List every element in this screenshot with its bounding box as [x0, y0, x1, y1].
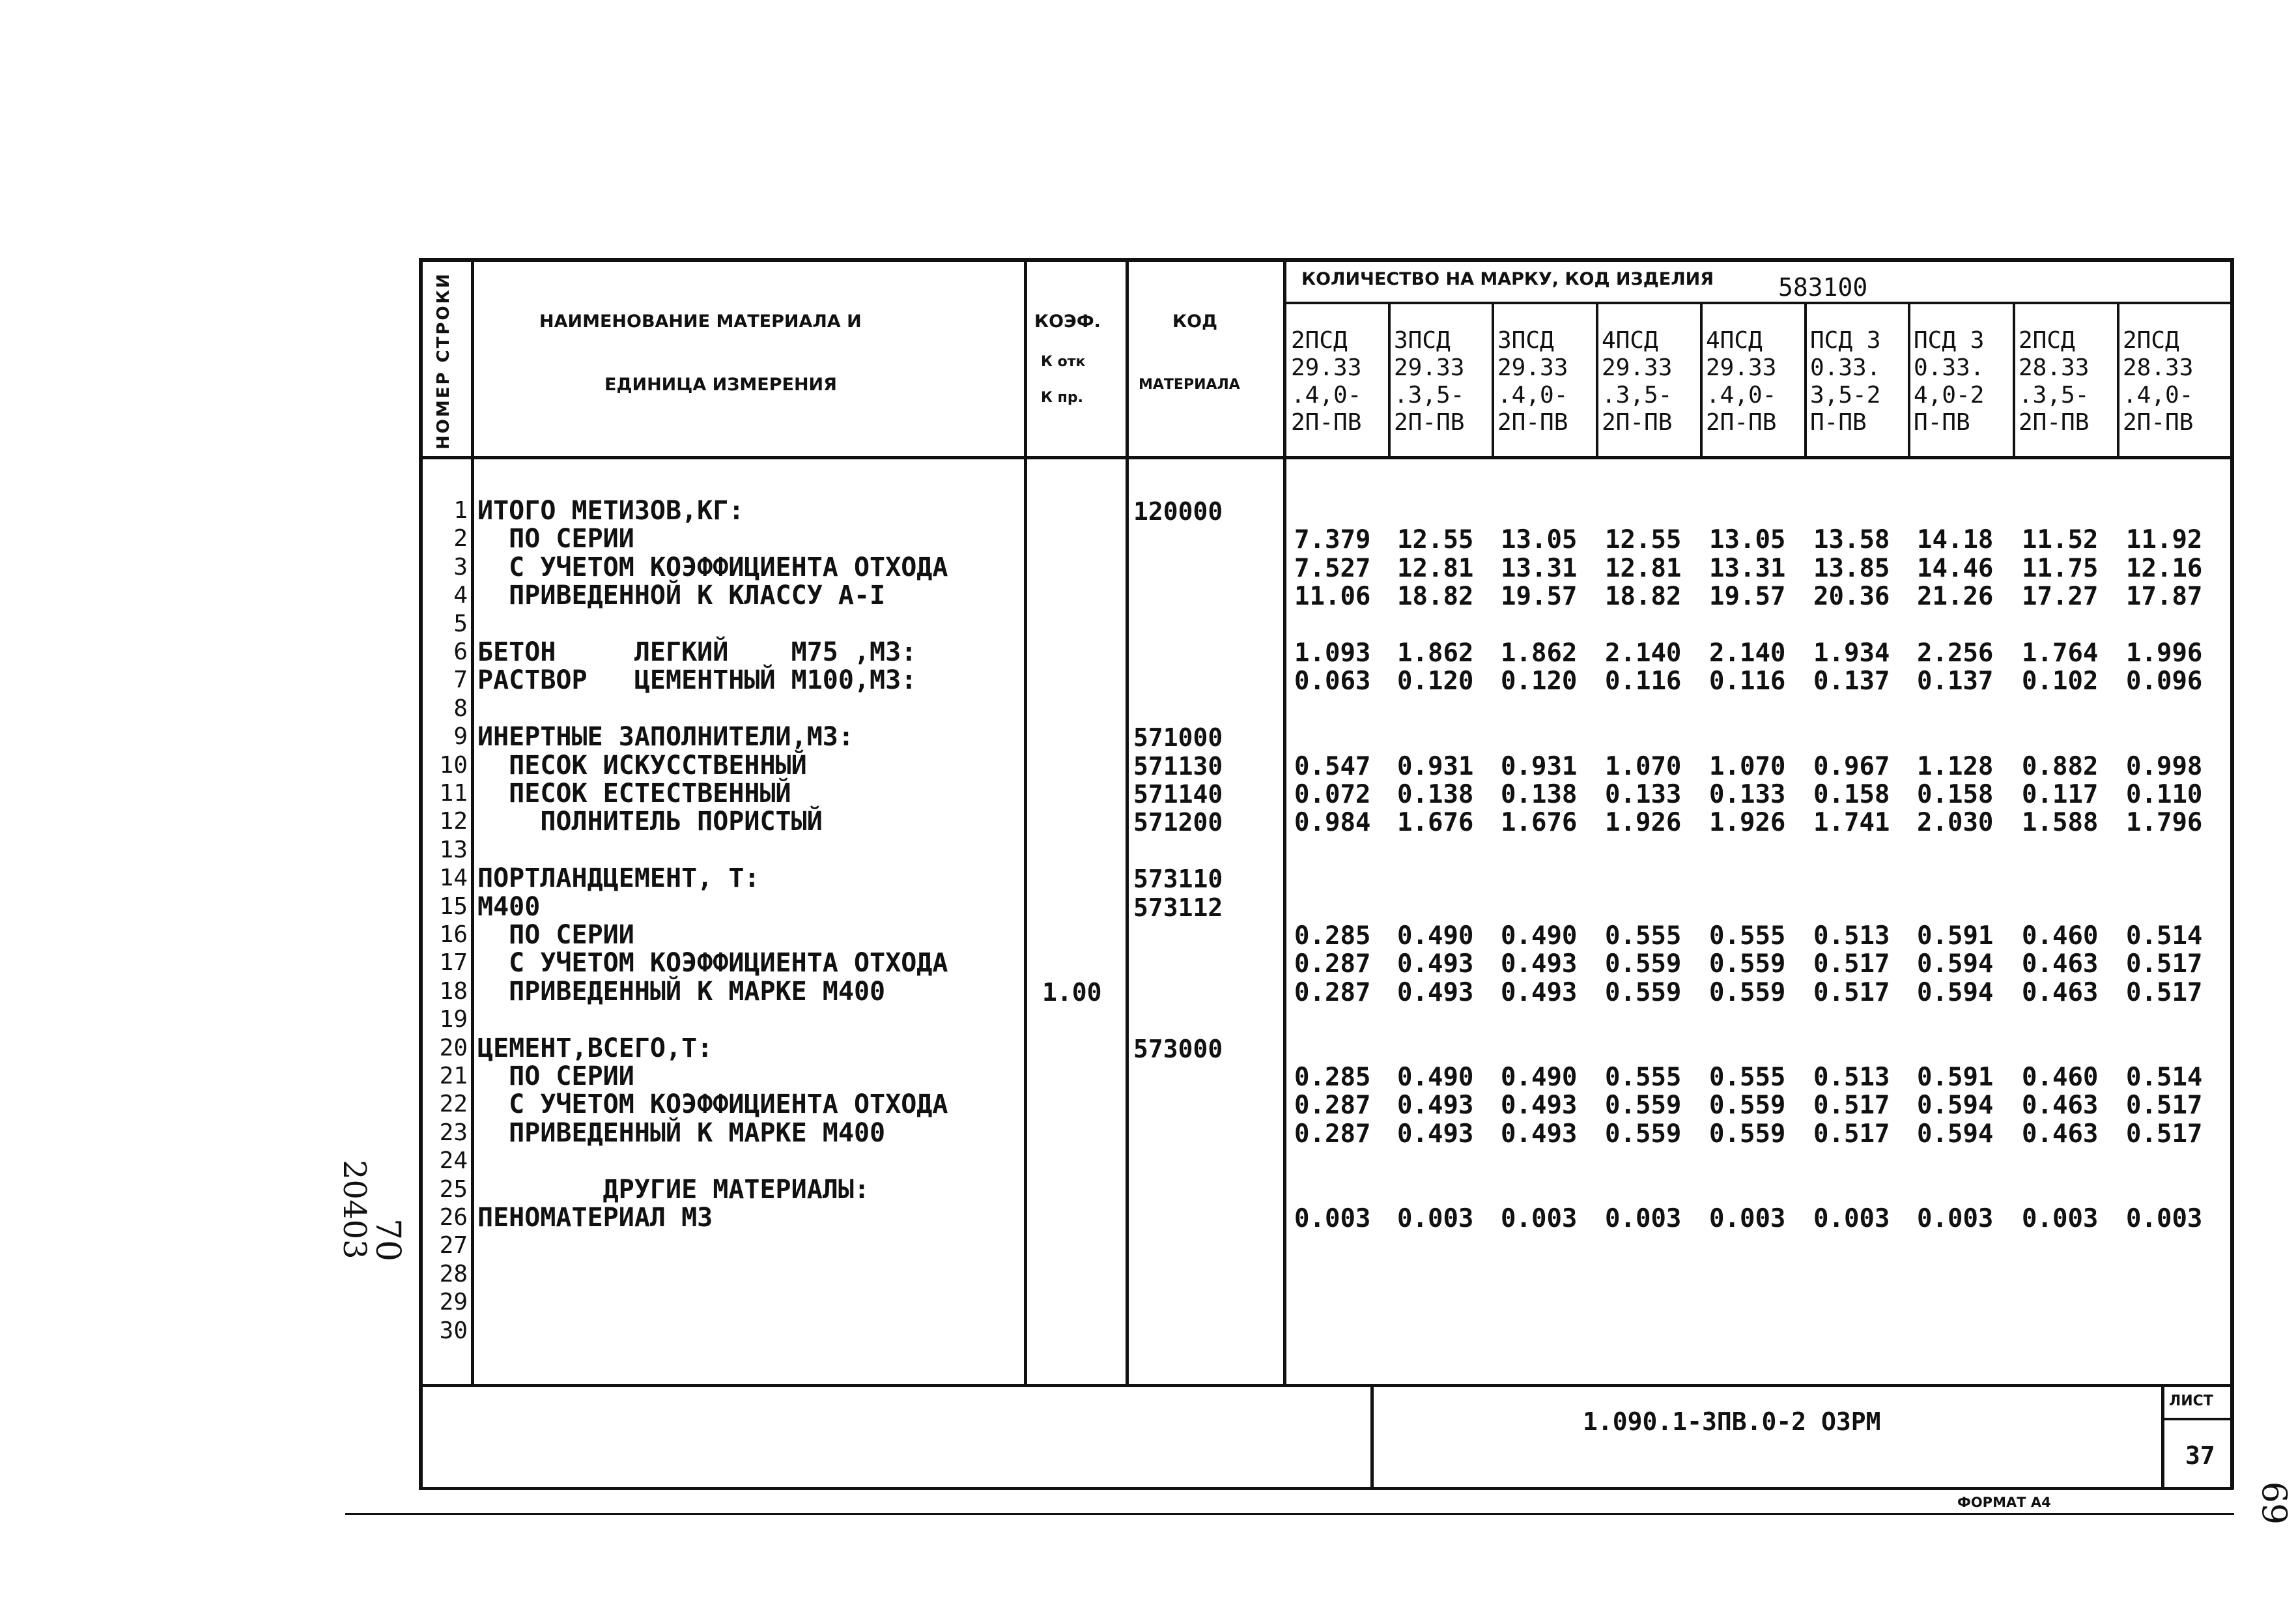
mark-header-9-line3: .4,0- [2123, 382, 2194, 409]
mark-header-8-line2: 28.33 [2019, 354, 2090, 381]
quantity-cell: 7.379 [1294, 525, 1371, 555]
quantity-cell: 17.87 [2126, 582, 2203, 612]
quantity-cell: 11.06 [1294, 582, 1371, 612]
quantity-cell: 0.967 [1813, 751, 1890, 781]
mark-header-7-line3: 4,0-2 [1914, 382, 1985, 409]
col-sep-mark-3 [1596, 302, 1598, 459]
row-number: 17 [439, 949, 468, 977]
stamp-sheet-border [2161, 1384, 2164, 1489]
quantity-cell: 0.117 [2022, 780, 2099, 809]
quantity-cell: 0.559 [1709, 1091, 1786, 1121]
row-number: 6 [453, 639, 468, 665]
mark-header-1-line2: 29.33 [1291, 354, 1362, 381]
mark-header-9-line2: 28.33 [2123, 354, 2194, 381]
mark-header-8-line4: 2П-ПВ [2019, 409, 2090, 436]
row-number: 22 [439, 1091, 468, 1118]
quantity-cell: 0.138 [1397, 780, 1474, 809]
col-sep-mark-2 [1492, 302, 1494, 459]
mark-header-9-line4: 2П-ПВ [2123, 409, 2194, 436]
quantity-cell: 0.559 [1605, 1091, 1682, 1121]
quantity-cell: 0.003 [2126, 1204, 2203, 1233]
quantity-cell: 0.998 [2126, 751, 2203, 781]
material-name: ЦЕМЕНТ,ВСЕГО,Т: [477, 1033, 713, 1063]
quantity-cell: 0.493 [1501, 949, 1578, 979]
sheet-number: 37 [2185, 1441, 2215, 1470]
quantity-cell: 0.559 [1709, 1119, 1786, 1149]
row-number: 16 [439, 921, 468, 948]
material-name-header-line2: ЕДИНИЦА ИЗМЕРЕНИЯ [604, 375, 837, 395]
row-number: 21 [439, 1063, 468, 1089]
mark-header-3-line1: 3ПСД [1497, 327, 1554, 354]
quantity-cell: 1.128 [1917, 751, 1994, 781]
material-name: С УЧЕТОМ КОЭФФИЦИЕНТА ОТХОДА [477, 1089, 948, 1120]
coef-header-line2: К отк [1041, 354, 1086, 370]
quantity-cell: 0.133 [1709, 780, 1786, 809]
left-margin-small: 70 [368, 1218, 407, 1262]
quantity-cell: 0.063 [1294, 667, 1371, 697]
quantity-cell: 0.493 [1397, 949, 1474, 979]
mark-header-5-line2: 29.33 [1706, 354, 1777, 381]
quantity-cell: 0.490 [1397, 1063, 1474, 1092]
quantity-cell: 1.676 [1501, 808, 1578, 838]
row-number: 11 [439, 780, 468, 807]
row-number: 19 [439, 1006, 468, 1033]
quantity-cell: 0.517 [2126, 1091, 2203, 1121]
quantity-cell: 0.517 [2126, 977, 2203, 1007]
quantity-sub-line [1284, 302, 2233, 304]
quantity-cell: 0.493 [1501, 1091, 1578, 1121]
quantity-cell: 11.52 [2022, 525, 2099, 555]
row-number: 2 [453, 525, 468, 553]
quantity-cell: 0.594 [1917, 1091, 1994, 1121]
quantity-cell: 1.676 [1397, 808, 1474, 838]
quantity-cell: 0.287 [1294, 1119, 1371, 1149]
row-number: 24 [439, 1147, 468, 1175]
row-number: 10 [439, 751, 468, 779]
quantity-cell: 12.55 [1397, 525, 1474, 555]
sheet-label: ЛИСТ [2169, 1393, 2213, 1409]
material-name-header-line1: НАИМЕНОВАНИЕ МАТЕРИАЛА И [539, 311, 862, 332]
row-number: 9 [453, 723, 468, 751]
quantity-cell: 0.116 [1605, 667, 1682, 697]
row-number: 28 [439, 1260, 468, 1287]
material-code: 573112 [1133, 893, 1223, 922]
mark-header-7-line2: 0.33. [1914, 354, 1985, 381]
quantity-cell: 12.16 [2126, 553, 2203, 583]
quantity-cell: 0.513 [1813, 1063, 1890, 1092]
material-name: РАСТВОР ЦЕМЕНТНЫЙ М100,М3: [477, 665, 917, 696]
mark-header-4-line2: 29.33 [1602, 354, 1673, 381]
mark-header-7-line1: ПСД 3 [1914, 327, 1985, 354]
row-number: 5 [453, 610, 468, 637]
quantity-cell: 1.926 [1709, 808, 1786, 838]
quantity-cell: 0.072 [1294, 780, 1371, 809]
quantity-cell: 1.070 [1709, 751, 1786, 781]
material-code: 120000 [1133, 497, 1223, 526]
row-number: 4 [453, 582, 468, 609]
quantity-cell: 1.764 [2022, 639, 2099, 668]
quantity-cell: 0.514 [2126, 1063, 2203, 1092]
row-number: 7 [453, 667, 468, 694]
quantity-cell: 0.555 [1605, 1063, 1682, 1092]
quantity-cell: 13.31 [1501, 553, 1578, 583]
quantity-cell: 13.58 [1813, 525, 1890, 555]
coef-header-line1: КОЭФ. [1034, 311, 1101, 332]
row-number: 8 [453, 695, 468, 722]
row-number: 23 [439, 1119, 468, 1146]
quantity-cell: 0.490 [1397, 921, 1474, 951]
quantity-cell: 0.984 [1294, 808, 1371, 838]
mark-header-1-line4: 2П-ПВ [1291, 409, 1362, 436]
quantity-cell: 0.517 [1813, 1119, 1890, 1149]
quantity-cell: 20.36 [1813, 582, 1890, 612]
quantity-cell: 2.140 [1709, 639, 1786, 668]
quantity-cell: 13.85 [1813, 553, 1890, 583]
mark-header-7-line4: П-ПВ [1914, 409, 1970, 436]
quantity-cell: 0.460 [2022, 1063, 2099, 1092]
quantity-cell: 0.285 [1294, 1063, 1371, 1092]
quantity-cell: 0.003 [1397, 1204, 1474, 1233]
col-sep-name [1024, 258, 1027, 1386]
scan-bottom-line [345, 1513, 2234, 1515]
material-name: ДРУГИЕ МАТЕРИАЛЫ: [477, 1174, 870, 1205]
quantity-cell: 12.81 [1397, 553, 1474, 583]
quantity-cell: 18.82 [1397, 582, 1474, 612]
quantity-cell: 0.517 [2126, 1119, 2203, 1149]
quantity-cell: 0.463 [2022, 949, 2099, 979]
quantity-cell: 1.862 [1397, 639, 1474, 668]
mark-header-2-line2: 29.33 [1394, 354, 1465, 381]
quantity-cell: 0.120 [1397, 667, 1474, 697]
mark-header-4-line3: .3,5- [1602, 382, 1673, 409]
quantity-cell: 0.559 [1709, 949, 1786, 979]
row-number: 3 [453, 553, 468, 581]
col-sep-coef [1126, 258, 1129, 1386]
table-bottom [419, 1384, 2233, 1387]
frame-right [2230, 258, 2234, 1489]
mark-header-6-line4: П-ПВ [1810, 409, 1867, 436]
quantity-cell: 1.588 [2022, 808, 2099, 838]
mark-header-8-line3: .3,5- [2019, 382, 2090, 409]
quantity-cell: 0.493 [1397, 1091, 1474, 1121]
quantity-cell: 0.158 [1813, 780, 1890, 809]
code-header-line1: КОД [1172, 311, 1218, 332]
col-sep-mark-7 [2013, 302, 2015, 459]
quantity-cell: 2.030 [1917, 808, 1994, 838]
material-name: ПОРТЛАНДЦЕМЕНТ, Т: [477, 863, 760, 894]
col-sep-mark-8 [2117, 302, 2119, 459]
mark-header-5-line3: .4,0- [1706, 382, 1777, 409]
quantity-cell: 0.287 [1294, 1091, 1371, 1121]
header-bottom [419, 456, 2233, 459]
quantity-cell: 17.27 [2022, 582, 2099, 612]
row-number: 26 [439, 1204, 468, 1231]
quantity-cell: 14.46 [1917, 553, 1994, 583]
quantity-cell: 0.003 [1709, 1204, 1786, 1233]
row-number: 12 [439, 808, 468, 835]
quantity-cell: 0.133 [1605, 780, 1682, 809]
mark-header-6-line3: 3,5-2 [1810, 382, 1881, 409]
quantity-cell: 0.517 [1813, 977, 1890, 1007]
product-code: 583100 [1778, 273, 1868, 302]
quantity-cell: 13.31 [1709, 553, 1786, 583]
material-name: ПО СЕРИИ [477, 920, 634, 950]
mark-header-6-line2: 0.33. [1810, 354, 1881, 381]
quantity-cell: 0.003 [1813, 1204, 1890, 1233]
quantity-cell: 0.559 [1605, 977, 1682, 1007]
material-code: 573110 [1133, 865, 1223, 894]
quantity-cell: 0.287 [1294, 977, 1371, 1007]
material-name: ПРИВЕДЕННЫЙ К МАРКЕ М400 [477, 976, 886, 1007]
quantity-cell: 0.137 [1813, 667, 1890, 697]
coef-header-line3: К пр. [1041, 390, 1083, 406]
quantity-cell: 1.862 [1501, 639, 1578, 668]
quantity-cell: 7.527 [1294, 553, 1371, 583]
right-margin-number: 69 [2257, 1481, 2296, 1525]
quantity-cell: 0.463 [2022, 1119, 2099, 1149]
col-sep-mark-1 [1388, 302, 1391, 459]
mark-header-2-line4: 2П-ПВ [1394, 409, 1465, 436]
material-code: 571200 [1133, 808, 1223, 837]
stamp-left-border [1370, 1384, 1374, 1489]
col-sep-code [1283, 258, 1286, 1386]
col-sep-rownum [471, 258, 474, 1386]
quantity-cell: 19.57 [1709, 582, 1786, 612]
mark-header-4-line1: 4ПСД [1602, 327, 1658, 354]
quantity-cell: 13.05 [1709, 525, 1786, 555]
row-number: 20 [439, 1034, 468, 1061]
quantity-cell: 0.490 [1501, 1063, 1578, 1092]
material-name: ПЕНОМАТЕРИАЛ М3 [477, 1203, 713, 1233]
quantity-cell: 0.493 [1397, 1119, 1474, 1149]
quantity-cell: 0.158 [1917, 780, 1994, 809]
left-margin-number: 20403 [336, 1160, 373, 1259]
quantity-cell: 0.120 [1501, 667, 1578, 697]
mark-header-3-line2: 29.33 [1497, 354, 1568, 381]
mark-header-5-line1: 4ПСД [1706, 327, 1763, 354]
quantity-cell: 0.137 [1917, 667, 1994, 697]
quantity-cell: 1.741 [1813, 808, 1890, 838]
row-number: 1 [453, 497, 468, 524]
quantity-cell: 0.513 [1813, 921, 1890, 951]
quantity-cell: 14.18 [1917, 525, 1994, 555]
frame-bottom [419, 1487, 2233, 1490]
quantity-cell: 0.463 [2022, 977, 2099, 1007]
quantity-cell: 0.493 [1501, 1119, 1578, 1149]
material-name: ПРИВЕДЕННОЙ К КЛАССУ А-I [477, 581, 886, 611]
quantity-cell: 1.934 [1813, 639, 1890, 668]
quantity-cell: 0.003 [1294, 1204, 1371, 1233]
quantity-cell: 0.559 [1605, 1119, 1682, 1149]
quantity-cell: 13.05 [1501, 525, 1578, 555]
quantity-cell: 2.140 [1605, 639, 1682, 668]
row-number: 30 [439, 1317, 468, 1344]
quantity-cell: 0.003 [1501, 1204, 1578, 1233]
quantity-cell: 0.517 [2126, 949, 2203, 979]
quantity-cell: 0.003 [1605, 1204, 1682, 1233]
quantity-cell: 0.555 [1605, 921, 1682, 951]
material-name: ПО СЕРИИ [477, 524, 634, 554]
col-sep-mark-5 [1804, 302, 1807, 459]
mark-header-1-line1: 2ПСД [1291, 327, 1348, 354]
material-code: 571130 [1133, 751, 1223, 781]
quantity-cell: 0.287 [1294, 949, 1371, 979]
col-sep-mark-4 [1700, 302, 1703, 459]
quantity-cell: 0.594 [1917, 977, 1994, 1007]
quantity-cell: 0.555 [1709, 921, 1786, 951]
frame-left [419, 258, 423, 1489]
row-number: 29 [439, 1289, 468, 1316]
quantity-cell: 18.82 [1605, 582, 1682, 612]
material-name: ПЕСОК ЕСТЕСТВЕННЫЙ [477, 779, 791, 809]
quantity-cell: 0.285 [1294, 921, 1371, 951]
quantity-cell: 12.55 [1605, 525, 1682, 555]
material-name: ПРИВЕДЕННЫЙ К МАРКЕ М400 [477, 1117, 886, 1148]
quantity-cell: 0.116 [1709, 667, 1786, 697]
quantity-cell: 0.559 [1605, 949, 1682, 979]
document-code: 1.090.1-3ПВ.0-2 ОЗРМ [1583, 1407, 1881, 1436]
quantity-cell: 1.996 [2126, 639, 2203, 668]
quantity-header: КОЛИЧЕСТВО НА МАРКУ, КОД ИЗДЕЛИЯ [1301, 269, 1714, 289]
mark-header-5-line4: 2П-ПВ [1706, 409, 1777, 436]
mark-header-2-line3: .3,5- [1394, 382, 1465, 409]
material-code: 571140 [1133, 780, 1223, 809]
coefficient-value: 1.00 [1042, 977, 1102, 1007]
material-name: М400 [477, 891, 541, 922]
quantity-cell: 1.796 [2126, 808, 2203, 838]
row-number-header: НОМЕР СТРОКИ [434, 272, 453, 450]
material-name: ИТОГО МЕТИЗОВ,КГ: [477, 496, 744, 526]
row-number: 14 [439, 865, 468, 892]
quantity-cell: 0.490 [1501, 921, 1578, 951]
quantity-cell: 0.514 [2126, 921, 2203, 951]
quantity-cell: 0.096 [2126, 667, 2203, 697]
row-number: 18 [439, 977, 468, 1005]
code-header-line2: МАТЕРИАЛА [1139, 377, 1240, 393]
material-name: ИНЕРТНЫЕ ЗАПОЛНИТЕЛИ,М3: [477, 722, 854, 753]
mark-header-9-line1: 2ПСД [2123, 327, 2179, 354]
row-number: 27 [439, 1232, 468, 1259]
quantity-cell: 21.26 [1917, 582, 1994, 612]
material-name: ПОЛНИТЕЛЬ ПОРИСТЫЙ [477, 807, 823, 837]
quantity-cell: 0.110 [2126, 780, 2203, 809]
material-name: С УЧЕТОМ КОЭФФИЦИЕНТА ОТХОДА [477, 552, 948, 582]
material-name: БЕТОН ЛЕГКИЙ М75 ,М3: [477, 637, 917, 667]
mark-header-8-line1: 2ПСД [2019, 327, 2075, 354]
quantity-cell: 0.460 [2022, 921, 2099, 951]
mark-header-3-line4: 2П-ПВ [1497, 409, 1568, 436]
quantity-cell: 0.493 [1501, 977, 1578, 1007]
quantity-cell: 11.75 [2022, 553, 2099, 583]
quantity-cell: 2.256 [1917, 639, 1994, 668]
mark-header-4-line4: 2П-ПВ [1602, 409, 1673, 436]
quantity-cell: 0.517 [1813, 949, 1890, 979]
material-name: ПЕСОК ИСКУССТВЕННЫЙ [477, 750, 807, 781]
quantity-cell: 0.559 [1709, 977, 1786, 1007]
col-sep-mark-6 [1908, 302, 1910, 459]
stamp-sheet-divider [2161, 1418, 2233, 1420]
quantity-cell: 0.138 [1501, 780, 1578, 809]
quantity-cell: 0.555 [1709, 1063, 1786, 1092]
quantity-cell: 0.102 [2022, 667, 2099, 697]
material-code: 573000 [1133, 1034, 1223, 1063]
quantity-cell: 0.517 [1813, 1091, 1890, 1121]
quantity-cell: 1.926 [1605, 808, 1682, 838]
format-label: ФОРМАТ А4 [1957, 1495, 2051, 1510]
mark-header-3-line3: .4,0- [1497, 382, 1568, 409]
material-name: ПО СЕРИИ [477, 1061, 634, 1091]
row-number: 15 [439, 893, 468, 920]
row-number: 25 [439, 1175, 468, 1203]
quantity-cell: 1.093 [1294, 639, 1371, 668]
frame-top [419, 258, 2233, 262]
quantity-cell: 0.591 [1917, 921, 1994, 951]
quantity-cell: 12.81 [1605, 553, 1682, 583]
quantity-cell: 19.57 [1501, 582, 1578, 612]
quantity-cell: 0.493 [1397, 977, 1474, 1007]
quantity-cell: 0.931 [1501, 751, 1578, 781]
quantity-cell: 0.882 [2022, 751, 2099, 781]
quantity-cell: 0.931 [1397, 751, 1474, 781]
quantity-cell: 1.070 [1605, 751, 1682, 781]
mark-header-2-line1: 3ПСД [1394, 327, 1451, 354]
quantity-cell: 0.463 [2022, 1091, 2099, 1121]
material-name: С УЧЕТОМ КОЭФФИЦИЕНТА ОТХОДА [477, 948, 948, 979]
quantity-cell: 11.92 [2126, 525, 2203, 555]
quantity-cell: 0.547 [1294, 751, 1371, 781]
quantity-cell: 0.003 [1917, 1204, 1994, 1233]
quantity-cell: 0.591 [1917, 1063, 1994, 1092]
material-code: 571000 [1133, 723, 1223, 753]
quantity-cell: 0.003 [2022, 1204, 2099, 1233]
row-number: 13 [439, 836, 468, 863]
quantity-cell: 0.594 [1917, 1119, 1994, 1149]
mark-header-6-line1: ПСД 3 [1810, 327, 1881, 354]
quantity-cell: 0.594 [1917, 949, 1994, 979]
mark-header-1-line3: .4,0- [1291, 382, 1362, 409]
